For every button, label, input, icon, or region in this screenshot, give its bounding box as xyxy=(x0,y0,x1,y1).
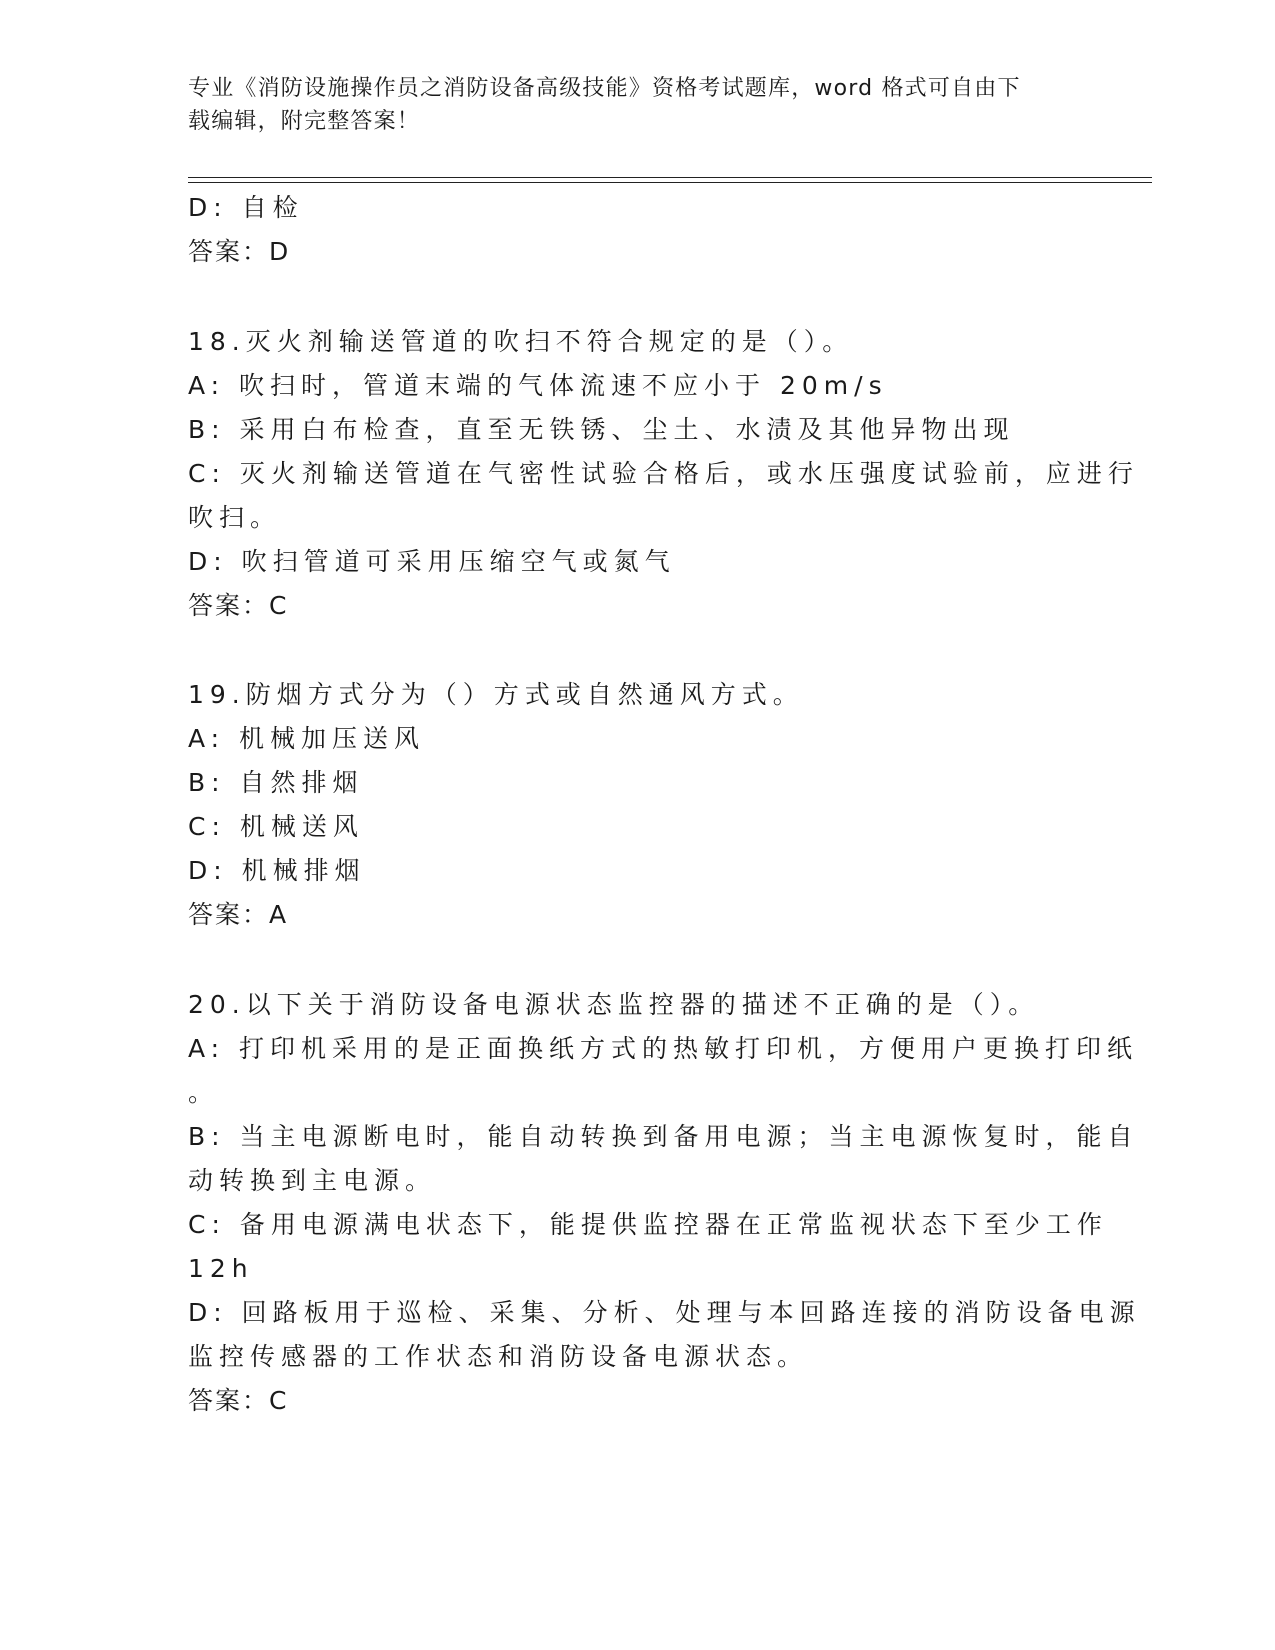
header-line-1: 专业《消防设施操作员之消防设备高级技能》资格考试题库，word 格式可自由下 xyxy=(188,76,1021,101)
q19-option-d: D: 机械排烟 xyxy=(188,856,366,885)
q18-option-c-line1: C: 灭火剂输送管道在气密性试验合格后，或水压强度试验前，应进行 xyxy=(188,459,1139,488)
header-line-2: 载编辑，附完整答案！ xyxy=(188,109,421,134)
q18-stem: 18.灭火剂输送管道的吹扫不符合规定的是（）。 xyxy=(188,327,854,356)
document-header xyxy=(188,72,1068,138)
prev-answer: 答案：D xyxy=(188,237,291,266)
q19-stem: 19.防烟方式分为（）方式或自然通风方式。 xyxy=(188,680,804,709)
q18-option-d: D: 吹扫管道可采用压缩空气或氮气 xyxy=(188,547,676,576)
prev-option-d: D: 自检 xyxy=(188,193,304,222)
q19-option-c: C: 机械送风 xyxy=(188,812,364,841)
q20-option-b-line1: B: 当主电源断电时，能自动转换到备用电源；当主电源恢复时，能自 xyxy=(188,1122,1139,1151)
q20-option-c-line2: 12h xyxy=(188,1254,254,1283)
q20-stem: 20.以下关于消防设备电源状态监控器的描述不正确的是（）。 xyxy=(188,990,1040,1019)
q19-option-a: A: 机械加压送风 xyxy=(188,724,426,753)
q19-option-b: B: 自然排烟 xyxy=(188,768,364,797)
q20-option-a-line1: A: 打印机采用的是正面换纸方式的热敏打印机，方便用户更换打印纸 xyxy=(188,1034,1139,1063)
q18-option-b: B: 采用白布检查，直至无铁锈、尘土、水渍及其他异物出现 xyxy=(188,415,1015,444)
q20-option-c-line1: C: 备用电源满电状态下，能提供监控器在正常监视状态下至少工作 xyxy=(188,1210,1108,1239)
header-rule-bottom xyxy=(188,182,1152,183)
q20-option-a-line2: 。 xyxy=(188,1078,220,1107)
q18-option-a: A: 吹扫时，管道末端的气体流速不应小于 20m/s xyxy=(188,371,888,400)
q20-answer: 答案：C xyxy=(188,1386,289,1415)
q19-answer: 答案：A xyxy=(188,900,289,929)
q20-option-d-line2: 监控传感器的工作状态和消防设备电源状态。 xyxy=(188,1342,809,1371)
q18-option-c-line2: 吹扫。 xyxy=(188,503,282,532)
q18-answer: 答案：C xyxy=(188,591,289,620)
header-rule-top xyxy=(188,177,1152,178)
q20-option-b-line2: 动转换到主电源。 xyxy=(188,1166,437,1195)
q20-option-d-line1: D: 回路板用于巡检、采集、分析、处理与本回路连接的消防设备电源 xyxy=(188,1298,1141,1327)
